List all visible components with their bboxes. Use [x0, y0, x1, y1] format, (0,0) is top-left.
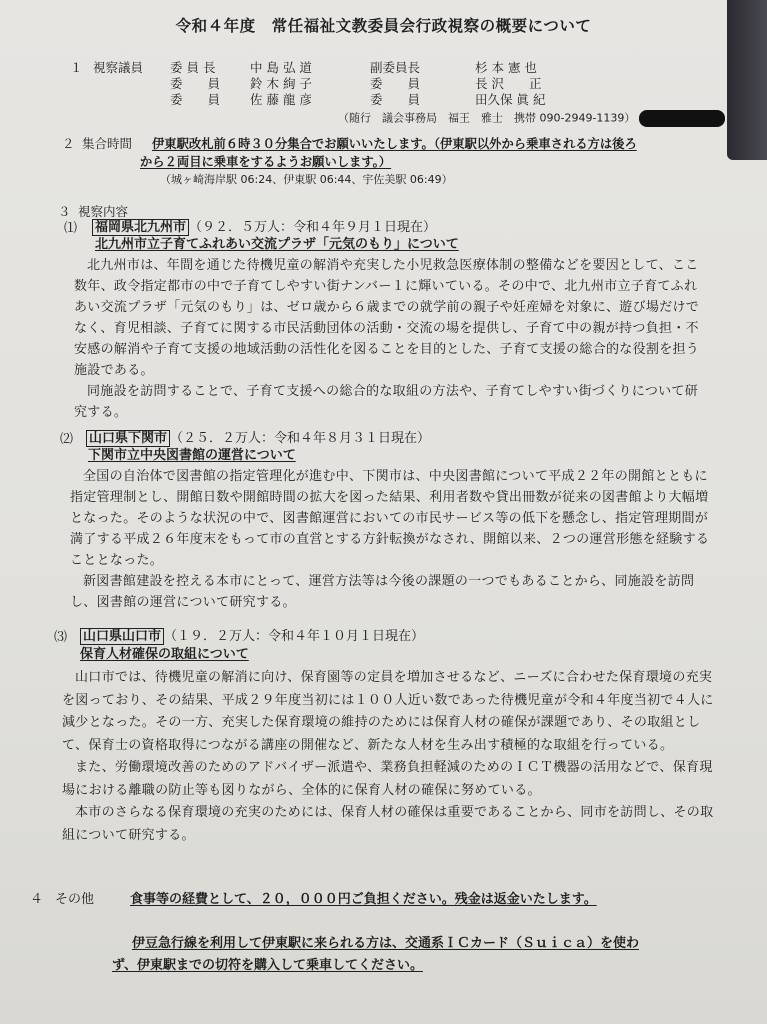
- item-number: ⑵: [60, 432, 74, 447]
- item-body: [70, 466, 710, 613]
- secretariat-line: [338, 110, 725, 127]
- member-role: 委 員 長: [170, 60, 216, 75]
- paragraph: 北九州市は、年間を通じた待機児童の解消や充実した小児救急医療体制の整備などを要因として、ここ数年、政令指定都市の中で子育てしやすい街ナンバー１に輝いている。その中で、北九州市立子育てふれあい交流プラザ「元気のもり」は、ゼロ歳から６歳までの就学前の親子や妊産婦を対象に、遊び場だけでなく、育児相談、子育てに関する市民活動団体の活動・交流の場を提供し、子育て中の親が持つ負担・不安感の解消や子育て支援の地域活動の活性化を図ることを目的とした、子育て支援の総合的な役割を担う施設である。: [74, 258, 700, 378]
- visit-subject: 保育人材確保の取組について: [80, 647, 249, 662]
- secretariat-text: （随行 議会事務局 福王 雅士 携帯 090-2949-1139）: [338, 111, 636, 125]
- visit-city: 山口県山口市: [80, 628, 164, 645]
- visit-city: 山口県下関市: [86, 430, 170, 447]
- section-1-number: １: [70, 60, 83, 75]
- paragraph: 全国の自治体で図書館の指定管理化が進む中、下関市は、中央図書館について平成２２年の開館とともに指定管理制とし、開館日数や開館時間の拡大を図った結果、利用者数や貸出冊数が従来の図書館より大幅増となった。そのような状況の中で、図書館運営においての市民サービス等の低下を懸念し、指定管理期間が満了する平成２６年度末をもって市の直営とする方針転換がなされ、開館以来、２つの運営形態を経験することとなった。: [70, 469, 710, 568]
- paragraph: また、労働環境改善のためのアドバイザー派遣や、業務負担軽減のためのＩＣＴ機器の活用などで、保育現場における離職の防止等も図りながら、全体的に保育人材の確保に努めている。: [62, 760, 713, 798]
- item-heading: [80, 629, 424, 645]
- section-4-number: ４: [30, 892, 44, 907]
- section-4-label: その他: [55, 892, 95, 907]
- meeting-time-line: 伊東駅改札前６時３０分集合でお願いいたします。（伊東駅以外から乗車される方は後ろ: [152, 137, 637, 151]
- station-times: （城ヶ崎海岸駅 06:24、伊東駅 06:44、宇佐美駅 06:49）: [160, 173, 453, 186]
- member-name: 中 島 弘 道: [250, 60, 312, 75]
- population: （２５．２万人：令和４年８月３１日現在）: [170, 431, 431, 446]
- member-name: 長 沢 正: [475, 76, 542, 91]
- ic-card-note: 伊豆急行線を利用して伊東駅に来られる方は、交通系ＩＣカード（Ｓｕｉｃａ）を使わ: [132, 936, 640, 951]
- member-role: 委 員: [170, 76, 221, 91]
- member-role: 委 員: [370, 92, 421, 107]
- member-name: 佐 藤 龍 彦: [250, 92, 312, 107]
- item-heading: [86, 431, 430, 447]
- population: （９２．５万人：令和４年９月１日現在）: [189, 220, 437, 235]
- member-name: 杉 本 憲 也: [475, 60, 537, 75]
- paragraph: 新図書館建設を控える本市にとって、運営方法等は今後の課題の一つでもあることから、同施設を訪問し、図書館の運営について研究する。: [70, 574, 695, 610]
- member-name: 鈴 木 絢 子: [250, 76, 312, 91]
- visit-city: 福岡県北九州市: [92, 219, 189, 236]
- population: （１９．２万人：令和４年１０月１日現在）: [164, 629, 425, 644]
- section-3-label: 視察内容: [78, 204, 129, 219]
- item-heading: [92, 220, 436, 236]
- meeting-time-line: から２両目に乗車をするようお願いします。）: [140, 155, 392, 169]
- member-name: 田久保 眞 紀: [475, 92, 546, 107]
- item-body: [74, 255, 706, 423]
- item-body: [62, 667, 722, 847]
- paragraph: 本市のさらなる保育環境の充実のためには、保育人材の確保は重要であることから、同市を訪問し、その取組について研究する。: [62, 805, 714, 843]
- section-3-number: ３: [58, 204, 71, 219]
- section-2-number: ２: [62, 136, 75, 151]
- document-title: 令和４年度 常任福祉文教委員会行政視察の概要について: [175, 17, 592, 35]
- section-2-label: 集合時間: [82, 136, 133, 151]
- section-1-label: 視察議員: [93, 60, 144, 75]
- ic-card-note: ず、伊東駅までの切符を購入して乗車してください。: [112, 958, 423, 973]
- item-number: ⑴: [64, 221, 78, 236]
- visit-subject: 下関市立中央図書館の運営について: [88, 448, 296, 463]
- paragraph: 山口市では、待機児童の解消に向け、保育園等の定員を増加させるなど、ニーズに合わせた保育環境の充実を図っており、その結果、平成２９年度当初には１００人近い数であった待機児童が令和４年度当初で４人に減少となった。その一方、充実した保育環境の維持のためには保育人材の確保が課題であり、その取組として、保育士の資格取得につながる講座の開催など、新たな人材を生み出す積極的な取組を行っている。: [62, 670, 714, 753]
- redaction-mark: [639, 110, 725, 127]
- expense-note: 食事等の経費として、２０，０００円ご負担ください。残金は返金いたします。: [130, 892, 597, 907]
- member-role: 委 員: [170, 92, 221, 107]
- visit-subject: 北九州市立子育てふれあい交流プラザ「元気のもり」について: [95, 237, 459, 252]
- paragraph: 同施設を訪問することで、子育て支援への総合的な取組の方法や、子育てしやすい街づくりについて研究する。: [74, 384, 699, 420]
- member-role: 委 員: [370, 76, 421, 91]
- member-role: 副委員長: [370, 60, 421, 75]
- item-number: ⑶: [54, 630, 68, 645]
